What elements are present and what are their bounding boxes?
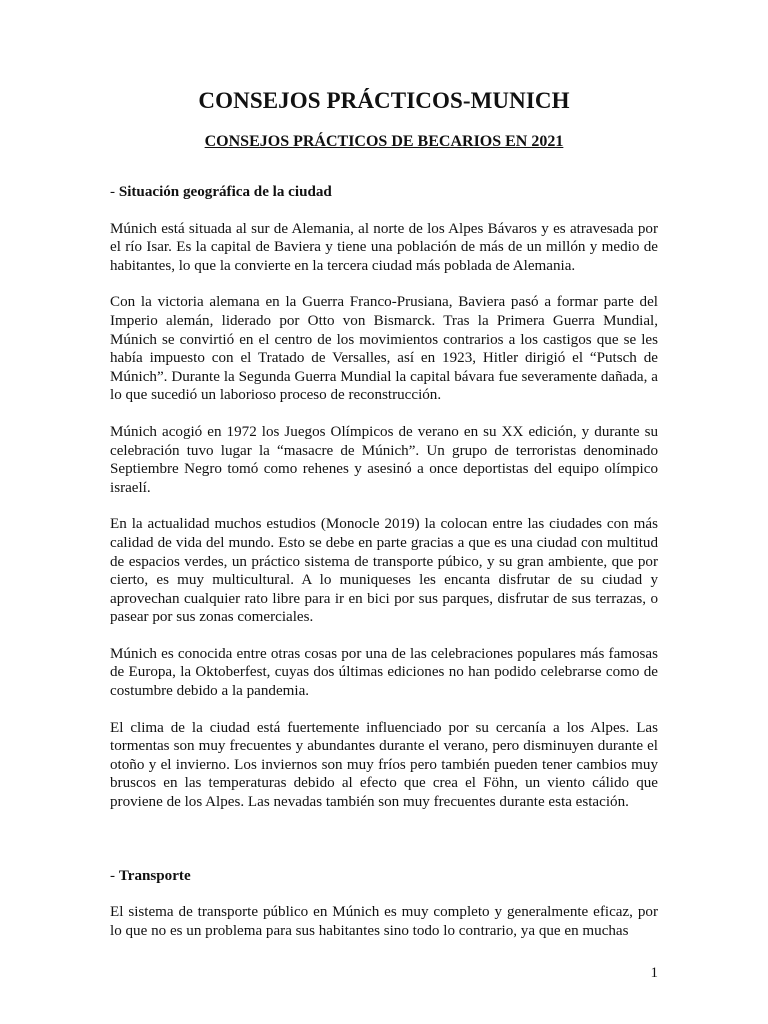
page-number: 1 (650, 965, 658, 981)
paragraph: Múnich acogió en 1972 los Juegos Olímpicos de verano en su XX edición, y durante su celebración tuvo lugar la “masacre de Múnich”. Un grupo de terroristas denominado Septiembre Negro tomó como rehenes y asesinó a once deportistas del equipo olímpico israelí. (110, 423, 658, 496)
paragraph: El clima de la ciudad está fuertemente influenciado por su cercanía a los Alpes. Las tormentas son muy frecuentes y abundantes durante el verano, pero disminuyen durante el otoño y el invierno. Los inviernos son muy fríos pero también pueden tener cambios muy bruscos en las temperaturas debido al efecto que crea el Föhn, un viento cálido que proviene de los Alpes. Las nevadas también son muy frecuentes durante esta estación. (110, 719, 658, 811)
section-heading-geografia (110, 183, 658, 202)
document-body (110, 183, 658, 940)
document-subtitle: CONSEJOS PRÁCTICOS DE BECARIOS EN 2021 (204, 133, 564, 150)
section-heading-dash: - (110, 867, 119, 884)
paragraph: El sistema de transporte público en Múnich es muy completo y generalmente eficaz, por lo que no es un problema para sus habitantes sino todo lo contrario, ya que en muchas (110, 904, 658, 939)
paragraph: En la actualidad muchos estudios (Monocle 2019) la colocan entre las ciudades con más calidad de vida del mundo. Esto se debe en parte gracias a que es una ciudad con multitud de espacios verdes, un práctico sistema de transporte púbico, y su gran ambiente, que por cierto, es muy multicultural. A lo muniqueses les encanta disfrutar de su ciudad y aprovechan cualquier rato libre para ir en bici por sus parques, disfrutar de sus terrazas, o pasear por sus zonas comerciales. (110, 516, 658, 626)
paragraph: Con la victoria alemana en la Guerra Franco-Prusiana, Baviera pasó a formar parte del Imperio alemán, liderado por Otto von Bismarck. Tras la Primera Guerra Mundial, Múnich se convirtió en el centro de los movimientos contrarios a los castigos que se les había impuesto con el Tratado de Versalles, así en 1923, Hitler dirigió el “Putsch de Múnich”. Durante la Segunda Guerra Mundial la capital bávara fue severamente dañada, a lo que sucedió un laborioso proceso de reconstrucción. (110, 294, 658, 404)
section-heading-dash: - (110, 184, 119, 200)
paragraph: Múnich está situada al sur de Alemania, al norte de los Alpes Bávaros y es atravesada por el río Isar. Es la capital de Baviera y tiene una población de más de un millón y medio de habitantes, lo que la convierte en la tercera ciudad más poblada de Alemania. (110, 220, 658, 274)
section-heading-label: Transporte (118, 867, 191, 884)
section-heading-transporte (110, 867, 658, 886)
document-title: CONSEJOS PRÁCTICOS-MUNICH (198, 88, 570, 113)
paragraph: Múnich es conocida entre otras cosas por una de las celebraciones populares más famosas de Europa, la Oktoberfest, cuyas dos últimas ediciones no han podido celebrarse como de costumbre debido a la pandemia. (110, 645, 658, 700)
section-heading-label: Situación geográfica de la ciudad (118, 184, 332, 200)
